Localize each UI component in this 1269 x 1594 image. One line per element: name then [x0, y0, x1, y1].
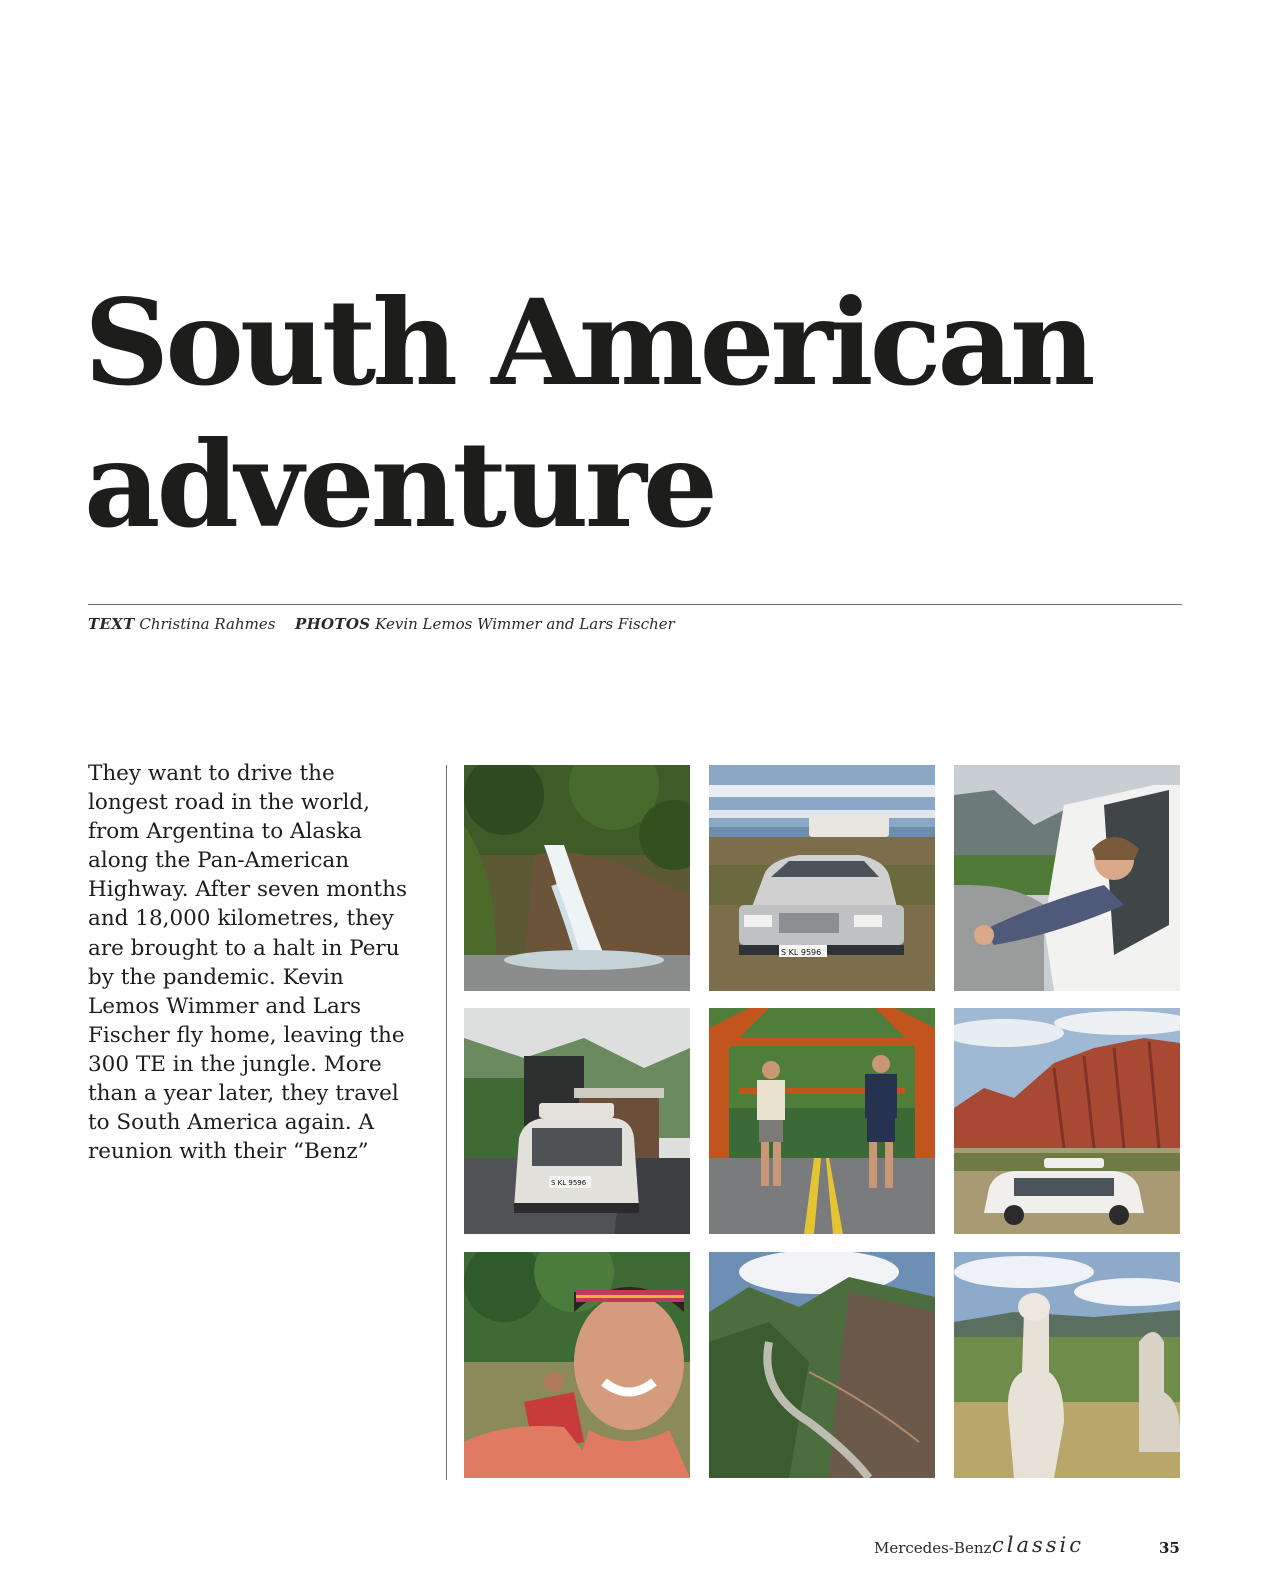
column-divider: [446, 765, 447, 1480]
article-headline: [84, 272, 1184, 556]
photo-car-beach: [709, 765, 935, 991]
river-selfie-image: [464, 1252, 690, 1478]
red-cliffs-image: [954, 1008, 1180, 1234]
photo-waterfall: [464, 765, 690, 991]
article-intro: They want to drive the longest road in the world, from Argentina to Alaska along the Pan-American Highway. After seven months and 18,000 kilometres, they are brought to a halt in Peru by the pandemic. Kevin Lemos Wimmer and Lars Fischer fly home, leaving the 300 TE in the jungle. More than a year later, they travel to South America again. A reunion with their “Benz”: [88, 761, 408, 1165]
article-credits: [88, 615, 675, 633]
photo-car-village: [464, 1008, 690, 1234]
photo-valley: [709, 1252, 935, 1478]
valley-image: [709, 1252, 935, 1478]
headline-line-2: adventure: [84, 415, 714, 554]
footer-brand: Mercedes-Benz: [874, 1539, 992, 1557]
headline-line-1: South American: [84, 273, 1092, 412]
car-village-image: [464, 1008, 690, 1234]
photo-alpacas: [954, 1252, 1180, 1478]
page-number: 35: [1159, 1539, 1180, 1557]
bridge-image: [709, 1008, 935, 1234]
window-arm-image: [954, 765, 1180, 991]
headline-divider: [88, 604, 1182, 605]
photos-credit-label: PHOTOS: [295, 615, 371, 633]
car-plate: S KL 9596: [781, 948, 822, 957]
photo-red-cliffs: [954, 1008, 1180, 1234]
alpacas-image: [954, 1252, 1180, 1478]
photos-credit-author: Kevin Lemos Wimmer and Lars Fischer: [375, 615, 675, 633]
text-credit-author: Christina Rahmes: [139, 615, 276, 633]
car-beach-image: [709, 765, 935, 991]
photo-window-arm: [954, 765, 1180, 991]
footer-brand-script: classic: [992, 1533, 1085, 1557]
car-plate-2: S KL 9596: [551, 1179, 587, 1187]
photo-bridge: [709, 1008, 935, 1234]
text-credit-label: TEXT: [88, 615, 135, 633]
photo-river-selfie: [464, 1252, 690, 1478]
waterfall-image: [464, 765, 690, 991]
